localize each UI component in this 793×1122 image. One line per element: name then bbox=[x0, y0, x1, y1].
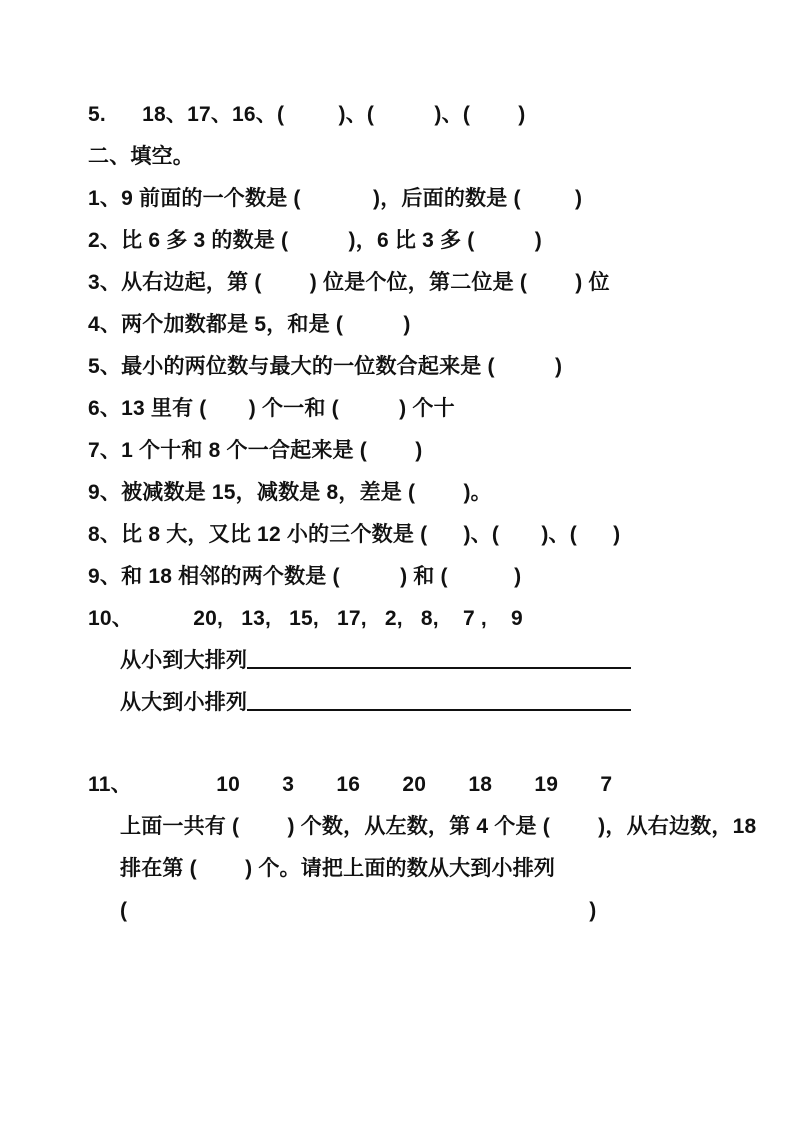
fill-question-11-numbers: 11、 10 3 16 20 18 19 7 bbox=[88, 773, 613, 796]
sort-ascending-label: 从小到大排列 bbox=[120, 649, 248, 672]
fill-question-8: 8、比 8 大，又比 12 小的三个数是 ( )、( )、( ) bbox=[88, 523, 621, 546]
close-paren: ) bbox=[589, 899, 597, 922]
section-title-fill-in-blanks: 二、填空。 bbox=[88, 145, 194, 168]
fill-question-11-text-line2: 排在第 ( ) 个。请把上面的数从大到小排列 bbox=[120, 857, 556, 880]
fill-question-3: 3、从右边起，第 ( ) 位是个位，第二位是 ( ) 位 bbox=[88, 271, 610, 294]
blank-spacer-row bbox=[88, 724, 753, 764]
fill-question-1: 1、9 前面的一个数是 ( )，后面的数是 ( ) bbox=[88, 187, 583, 210]
final-answer-parens-row bbox=[120, 890, 753, 932]
fill-question-10-numbers: 10、 20, 13, 15, 17, 2, 8, 7 , 9 bbox=[88, 607, 523, 630]
fill-question-9-subtraction: 9、被减数是 15，减数是 8，差是 ( )。 bbox=[88, 481, 492, 504]
sort-ascending-row bbox=[120, 640, 753, 682]
sort-ascending-answer-line bbox=[247, 667, 631, 669]
sort-descending-answer-line bbox=[247, 709, 631, 711]
fill-question-9-neighbors: 9、和 18 相邻的两个数是 ( ) 和 ( ) bbox=[88, 565, 522, 588]
fill-question-11-text-line1: 上面一共有 ( ) 个数，从左数，第 4 个是 ( )，从右边数，18 bbox=[120, 815, 757, 838]
fill-question-4: 4、两个加数都是 5，和是 ( ) bbox=[88, 313, 411, 336]
fill-question-7: 7、1 个十和 8 个一合起来是 ( ) bbox=[88, 439, 423, 462]
fill-question-2: 2、比 6 多 3 的数是 ( )，6 比 3 多 ( ) bbox=[88, 229, 542, 252]
open-paren: ( bbox=[120, 899, 128, 922]
question-5-number-sequence: 5. 18、17、16、( )、( )、( ) bbox=[88, 103, 526, 126]
fill-question-5: 5、最小的两位数与最大的一位数合起来是 ( ) bbox=[88, 355, 563, 378]
sort-descending-label: 从大到小排列 bbox=[120, 691, 248, 714]
sort-descending-row bbox=[120, 682, 753, 724]
fill-question-6: 6、13 里有 ( ) 个一和 ( ) 个十 bbox=[88, 397, 455, 420]
